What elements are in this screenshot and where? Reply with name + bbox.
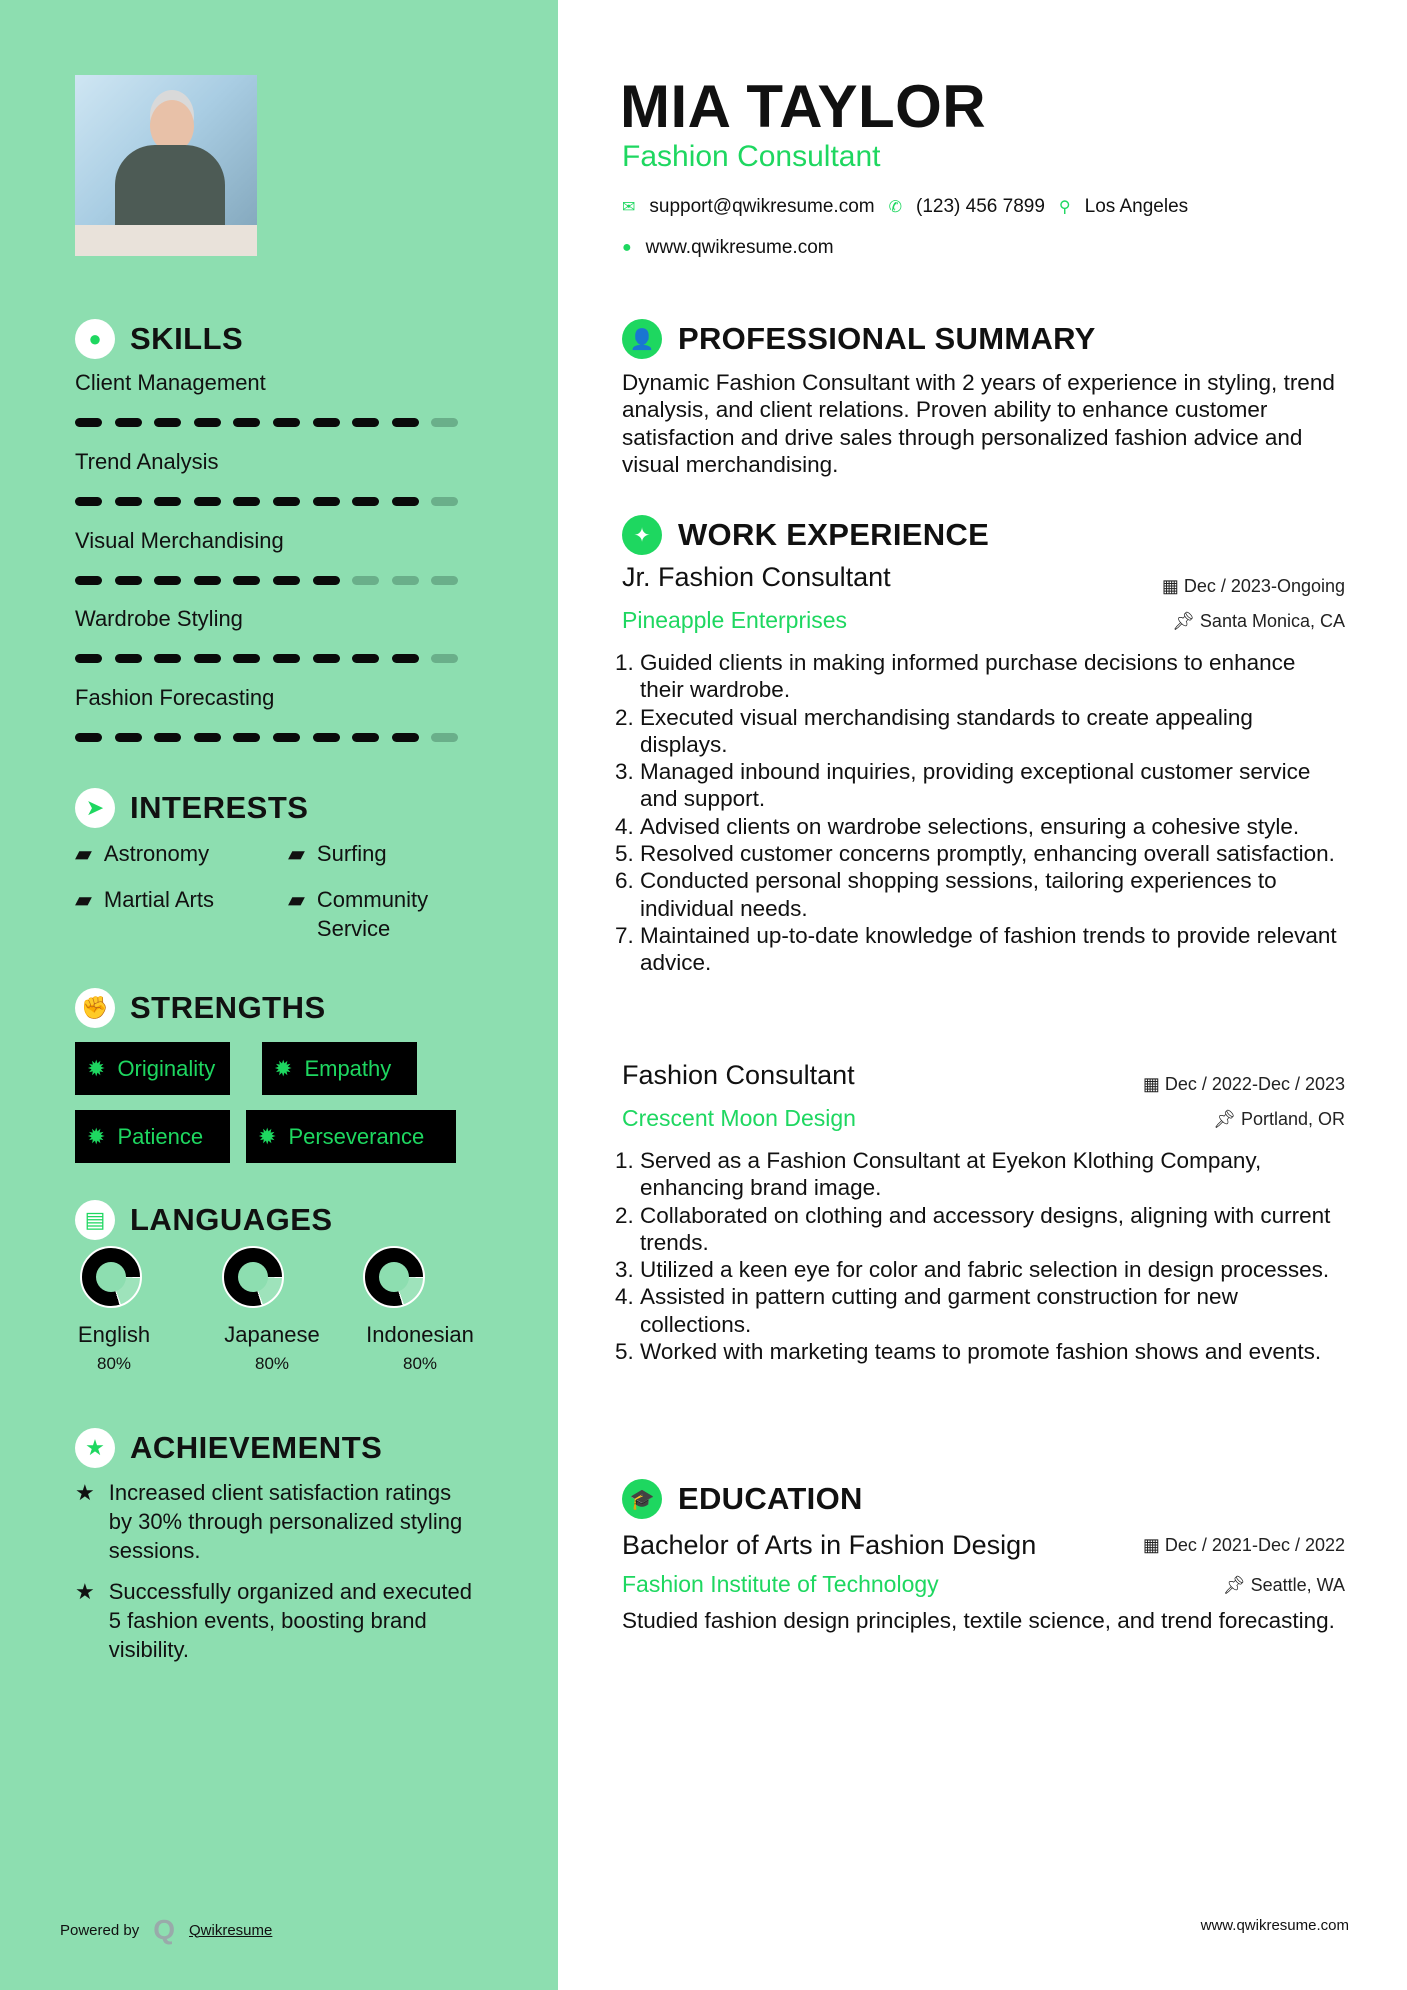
email-link[interactable]: support@qwikresume.com [649,196,875,217]
envelope-icon: ✉ [622,199,636,216]
summary-heading: 👤 PROFESSIONAL SUMMARY [622,319,1096,359]
book-icon: ▰ [75,841,92,866]
interest-item: ▰ Community Service [288,887,429,941]
skill-label: Trend Analysis [75,448,219,474]
donut [222,1246,284,1308]
skill-dash [233,733,260,742]
skill-dash [115,576,142,585]
skill-dash [233,418,260,427]
skill-dash [392,418,419,427]
strengths-heading: ✊ STRENGTHS [75,988,326,1028]
skill-dash [313,733,340,742]
skill-dash [115,418,142,427]
skill-dash [313,418,340,427]
job-bullets [622,649,1344,977]
skill-dash [154,733,181,742]
skill-item [75,528,475,585]
job-date: ▦ Dec / 2022-Dec / 2023 [1142,1074,1345,1094]
bullet-item: 2. Collaborated on clothing and accessory designs, aligning with current trends. [640,1202,1344,1257]
interest-item: ▰ Surfing [288,841,387,866]
skill-dash [352,576,379,585]
experience-heading: ✦ WORK EXPERIENCE [622,515,989,555]
skill-dash [194,576,221,585]
skill-dash [352,418,379,427]
calendar-icon: ▦ [1142,1535,1165,1555]
website-link[interactable]: www.qwikresume.com [645,237,834,258]
achievement-item: ★ Increased client satisfaction ratings by 30% through personalized styling sessions. [75,1480,463,1563]
globe-icon: ● [622,239,632,256]
donut [80,1246,142,1308]
skill-dash [431,733,458,742]
skill-dash [392,654,419,663]
language-item: English 80% [77,1322,151,1373]
education-text: Studied fashion design principles, textile science, and trend forecasting. [622,1608,1335,1633]
language-item: Indonesian 80% [366,1322,474,1373]
skill-item [75,606,475,663]
skill-level-bar [75,497,475,506]
skill-dash [431,497,458,506]
skill-level-bar [75,654,475,663]
skill-dash [75,654,102,663]
badge-icon: ✹ [87,1123,106,1149]
education-heading: 🎓 EDUCATION [622,1479,863,1519]
strength-chip: ✹ Empathy [262,1042,417,1095]
strength-chip: ✹ Perseverance [246,1110,456,1163]
skill-dash [115,654,142,663]
skill-dash [194,654,221,663]
interests-heading: ➤ INTERESTS [75,788,308,828]
interest-item: ▰ Astronomy [75,841,210,866]
skill-item [75,685,475,742]
skill-level-bar [75,418,475,427]
skill-dash [431,654,458,663]
skill-dash [154,576,181,585]
skill-label: Client Management [75,370,266,395]
skill-label: Visual Merchandising [75,527,284,553]
footer-powered: Powered by Q Qwikresume [60,1914,273,1945]
skill-label: Wardrobe Styling [75,606,243,632]
interest-item: ▰ Martial Arts [75,887,214,912]
bullet-item: 4. Assisted in pattern cutting and garment construction for new collections. [640,1283,1344,1338]
skill-dash [233,576,260,585]
skill-dash [233,497,260,506]
company: Crescent Moon Design [622,1105,856,1131]
phone-icon: ✆ [888,199,903,216]
briefcase-icon: ✦ [622,515,662,555]
badge-icon: ✹ [87,1055,106,1081]
skill-dash [273,497,300,506]
skill-dash [273,733,300,742]
pin-icon: 📌︎ [1213,1109,1241,1129]
job-location: 📌︎ Portland, OR [1213,1109,1345,1129]
skill-dash [115,497,142,506]
fist-icon: ✊ [75,988,115,1028]
skill-dash [392,576,419,585]
bullet-item: 1. Guided clients in making informed purchase decisions to enhance their wardrobe. [640,649,1344,704]
skill-dash [313,497,340,506]
bullet-item: 5. Worked with marketing teams to promote fashion shows and events. [640,1338,1344,1365]
degree: Bachelor of Arts in Fashion Design [622,1530,1037,1560]
location: Los Angeles [1084,196,1189,217]
skill-dash [431,576,458,585]
donut [363,1246,425,1308]
pin-icon: 📌︎ [1172,611,1200,631]
user-icon: 👤 [622,319,662,359]
skill-dash [273,418,300,427]
footer-website: www.qwikresume.com [1200,1917,1349,1934]
achievements-heading: ★ ACHIEVEMENTS [75,1428,382,1468]
education-date: ▦ Dec / 2021-Dec / 2022 [1142,1535,1345,1555]
skill-dash [431,418,458,427]
job-title: Fashion Consultant [622,140,881,173]
languages-heading: ▤ LANGUAGES [75,1200,333,1240]
skill-dash [392,733,419,742]
skill-item [75,370,475,427]
skill-dash [194,418,221,427]
phone: (123) 456 7899 [916,196,1045,217]
job-role: Jr. Fashion Consultant [622,562,891,592]
bullet-item: 5. Resolved customer concerns promptly, enhancing overall satisfaction. [640,840,1344,867]
strength-chip: ✹ Patience [75,1110,230,1163]
candidate-name: MIA TAYLOR [620,73,987,140]
bullet-item: 3. Managed inbound inquiries, providing exceptional customer service and support. [640,758,1344,813]
lightbulb-icon: ● [75,319,115,359]
skill-dash [273,654,300,663]
bullet-item: 6. Conducted personal shopping sessions, tailoring experiences to individual needs. [640,867,1344,922]
qwikresume-logo-icon: Q [153,1914,175,1945]
skill-level-bar [75,733,475,742]
skills-heading: ● SKILLS [75,319,243,359]
achievement-item: ★ Successfully organized and executed 5 fashion events, boosting brand visibility. [75,1579,472,1662]
profile-photo [75,75,257,256]
bullet-item: 1. Served as a Fashion Consultant at Eyekon Klothing Company, enhancing brand image. [640,1147,1344,1202]
star-icon: ★ [75,1428,115,1468]
skill-dash [154,497,181,506]
bullet-item: 7. Maintained up-to-date knowledge of fashion trends to provide relevant advice. [640,922,1344,977]
strength-chip: ✹ Originality [75,1042,230,1095]
badge-icon: ✹ [274,1055,293,1081]
bullet-item: 4. Advised clients on wardrobe selections, ensuring a cohesive style. [640,813,1344,840]
book-icon: ▰ [288,887,305,912]
skill-item [75,449,475,506]
summary-text: Dynamic Fashion Consultant with 2 years of experience in styling, trend analysis, and client relations. Proven ability to enhance customer satisfaction and drive sales through personalized fashion advice and visual merchandising. [622,370,1335,477]
skill-dash [75,733,102,742]
skill-dash [352,654,379,663]
qwikresume-link[interactable]: Qwikresume [189,1921,273,1939]
job-bullets [622,1147,1344,1365]
skill-dash [75,497,102,506]
language-item: Japanese 80% [224,1322,320,1373]
book-icon: ▰ [288,841,305,866]
calendar-icon: ▦ [1161,576,1184,596]
skill-dash [352,497,379,506]
star-icon: ★ [75,1579,95,1604]
bullet-item: 3. Utilized a keen eye for color and fabric selection in design processes. [640,1256,1344,1283]
star-icon: ★ [75,1480,95,1505]
skill-dash [115,733,142,742]
pin-icon: 📌︎ [1222,1575,1251,1595]
job-date: ▦ Dec / 2023-Ongoing [1161,576,1345,596]
skill-dash [75,418,102,427]
skill-dash [233,654,260,663]
badge-icon: ✹ [258,1123,277,1149]
skill-label: Fashion Forecasting [75,685,275,711]
skill-level-bar [75,576,475,585]
language-card-icon: ▤ [75,1200,115,1240]
school: Fashion Institute of Technology [622,1571,939,1597]
bullet-item: 2. Executed visual merchandising standards to create appealing displays. [640,704,1344,759]
skill-dash [273,576,300,585]
education-location: 📌︎ Seattle, WA [1222,1575,1345,1595]
website-row [622,237,834,259]
book-icon: ▰ [75,887,92,912]
skill-dash [313,576,340,585]
calendar-icon: ▦ [1142,1074,1165,1094]
job-role: Fashion Consultant [622,1060,855,1090]
skill-dash [154,654,181,663]
job-location: 📌︎ Santa Monica, CA [1172,611,1345,631]
skill-dash [392,497,419,506]
skill-dash [194,497,221,506]
skill-dash [313,654,340,663]
skill-dash [75,576,102,585]
paper-plane-icon: ➤ [75,788,115,828]
contact-row [622,196,1188,218]
map-pin-icon: ⚲ [1058,199,1071,216]
skill-dash [194,733,221,742]
skill-dash [154,418,181,427]
skill-dash [352,733,379,742]
company: Pineapple Enterprises [622,607,848,633]
graduate-icon: 🎓 [622,1479,662,1519]
